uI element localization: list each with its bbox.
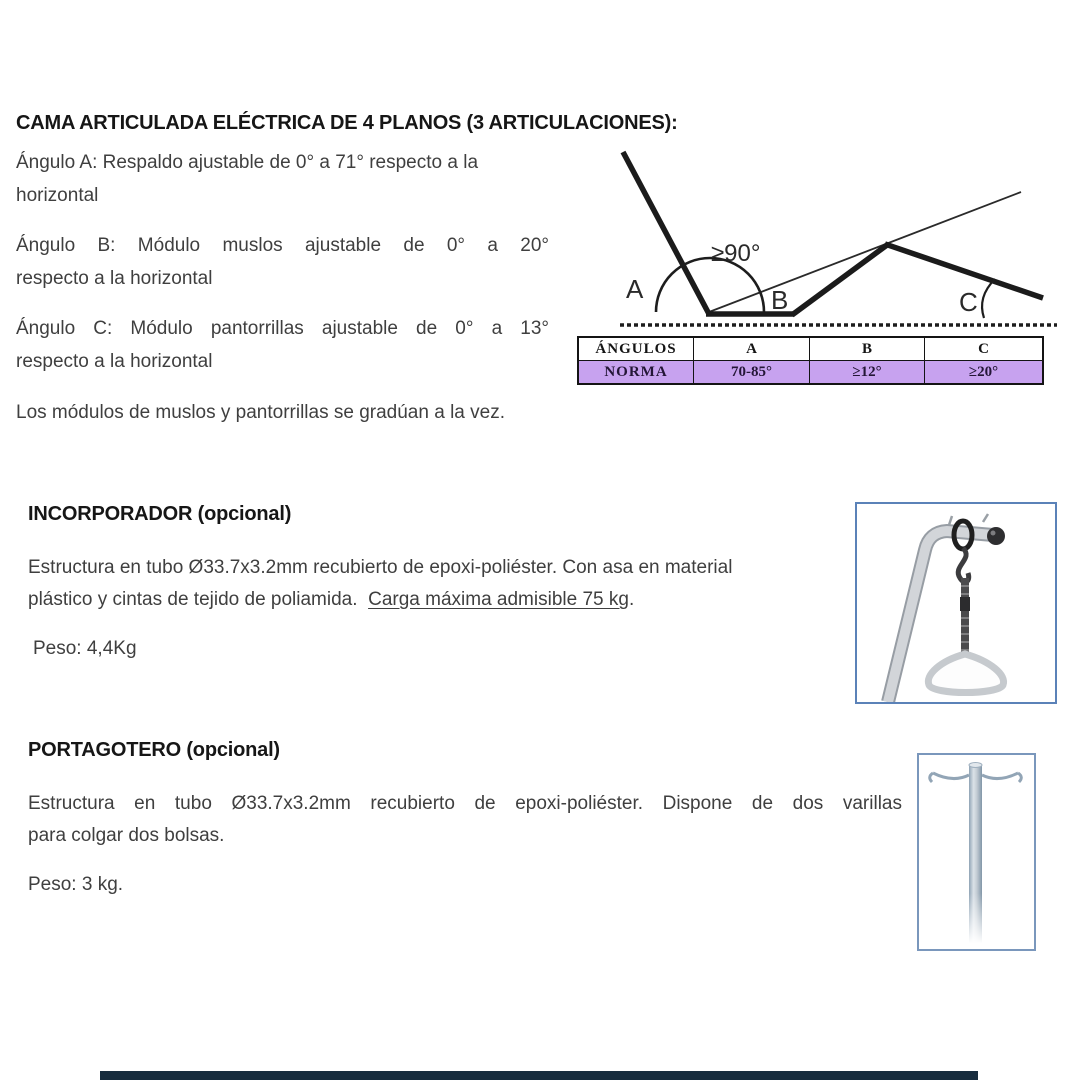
angle-a-label: A [626,274,644,304]
pole-fade [965,893,987,949]
angle-b-line1: Ángulo B: Módulo muslos ajustable de 0° a 20° [16,235,549,256]
portagotero-body [28,788,902,852]
norma-label-cell: NORMA [578,361,694,385]
portagotero-image [917,753,1036,951]
footer-accent-bar [100,1071,978,1080]
incorporador-line2 [28,584,843,616]
portagotero-heading: PORTAGOTERO (opcional) [28,739,280,761]
angle-c-arc [982,279,995,318]
incorporador-image [855,502,1057,704]
page-title: CAMA ARTICULADA ELÉCTRICA DE 4 PLANOS (3 ARTICULACIONES): [16,112,678,134]
norma-value-c: ≥20° [925,361,1044,385]
incorporador-heading: INCORPORADOR (opcional) [28,503,292,525]
angle-b-label: B [771,285,789,315]
header-cell-c: C [925,337,1044,361]
angle-c-line1: Ángulo C: Módulo pantorrillas ajustable de 0° a 13° [16,318,549,339]
end-knob-highlight [991,531,996,536]
min-angle-annotation: ≥90° [711,240,761,267]
incorporador-body [28,552,843,616]
max-load-underlined: Carga máxima admisible 75 kg [368,589,629,610]
angle-c-line2: respecto a la horizontal [16,351,213,372]
strap-buckle [960,597,970,611]
left-hanger-rod [930,773,969,782]
grip-handle [928,654,1003,693]
incorporador-line2-suffix: . [628,589,635,610]
end-knob [987,527,1005,545]
pole-cap [969,763,982,768]
incorporador-line1: Estructura en tubo Ø33.7x3.2mm recubierto de epoxi-poliéster. Con asa en material [28,557,733,578]
angle-b-line2: respecto a la horizontal [16,268,213,289]
angle-c-label: C [959,287,978,317]
incorporador-line2-prefix: plástico y cintas de tejido de poliamida. [28,589,369,610]
angle-a-paragraph [16,146,556,212]
header-cell-angulos: ÁNGULOS [578,337,694,361]
angle-a-line2: horizontal [16,185,99,206]
header-cell-b: B [810,337,925,361]
norma-value-b: ≥12° [810,361,925,385]
strap-loop [958,548,969,582]
right-hanger-rod [982,773,1021,782]
bed-angles-diagram [575,140,1060,338]
header-cell-a: A [694,337,810,361]
table-header-row [578,337,1043,361]
angles-norma-table [577,336,1044,385]
portagotero-weight: Peso: 3 kg. [28,874,124,895]
trapeze-bar-drawing [857,504,1055,702]
thigh-line [792,245,887,315]
modules-note: Los módulos de muslos y pantorrillas se gradúan a la vez. [16,402,505,423]
angle-c-paragraph [16,312,549,378]
portagotero-line1: Estructura en tubo Ø33.7x3.2mm recubierto de epoxi-poliéster. Dispone de dos varillas [28,793,902,814]
angle-b-paragraph [16,229,549,295]
iv-pole-drawing [919,755,1034,949]
table-norma-row [578,361,1043,385]
incorporador-weight: Peso: 4,4Kg [33,638,137,659]
norma-value-a: 70-85° [694,361,810,385]
angle-a-line1: Ángulo A: Respaldo ajustable de 0° a 71° respecto a la [16,152,479,173]
portagotero-line2: para colgar dos bolsas. [28,825,225,846]
